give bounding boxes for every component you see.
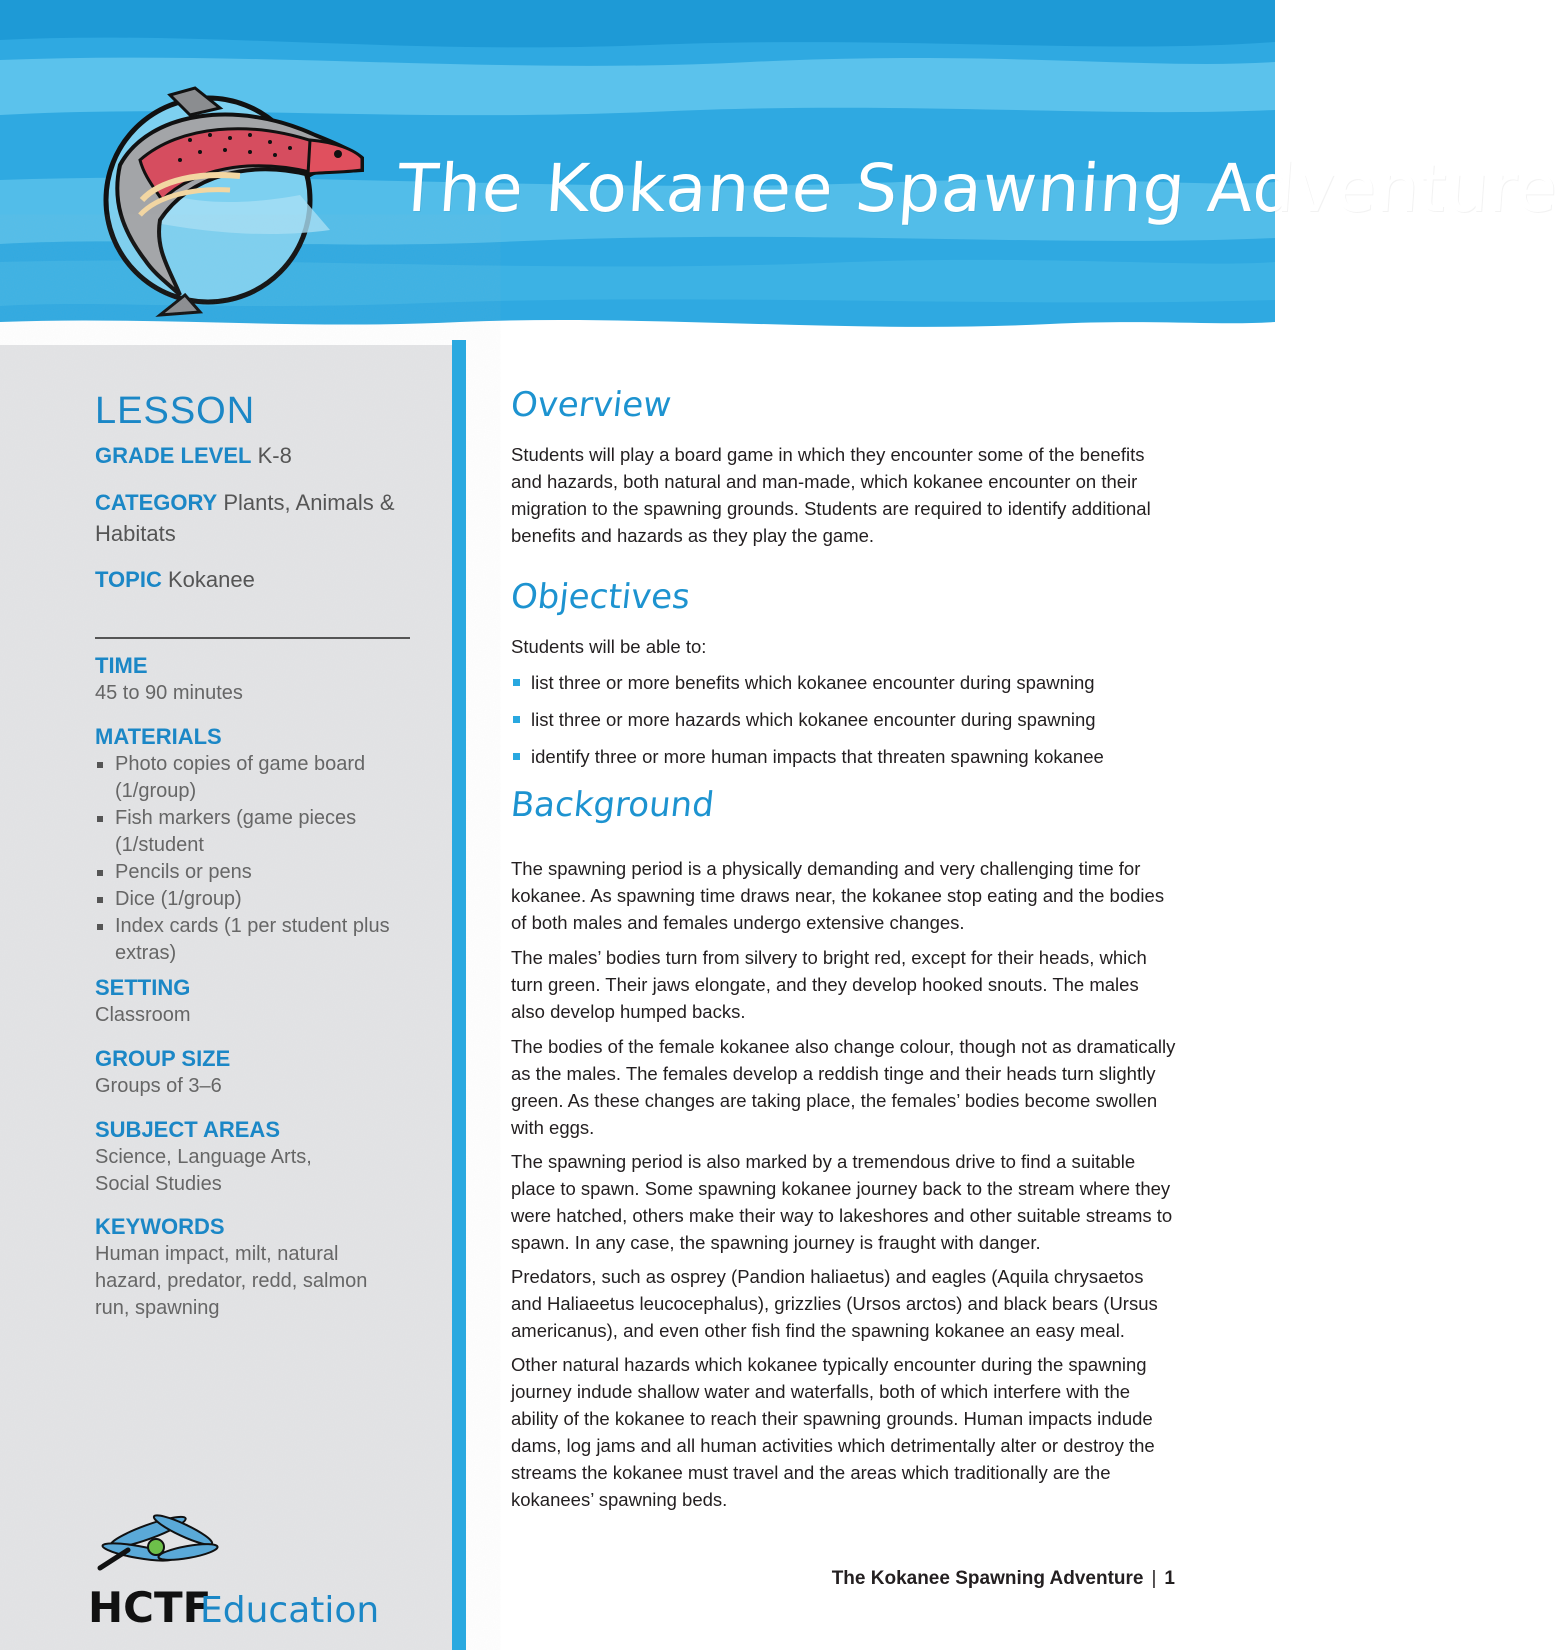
page-title: The Kokanee Spawning Adventure (395, 150, 1561, 227)
page-number: 1 (1164, 1568, 1175, 1589)
bullet-square-icon (513, 753, 520, 760)
bullet-square-icon (97, 816, 103, 822)
list-item: list three or more hazards which kokanee encounter during spawning (511, 706, 1176, 743)
keywords-value: Human impact, milt, natural hazard, predator, redd, salmon run, spawning (95, 1243, 368, 1319)
divider (95, 637, 410, 639)
bullet-square-icon (97, 924, 103, 930)
background-paragraph: The bodies of the female kokanee also change colour, though not as dramatically as the males. The females develop a reddish tinge and their heads turn slightly green. As these changes are taking place, the females’ bodies become swollen with eggs. (511, 1036, 1176, 1138)
group-size-label: GROUP SIZE (95, 1046, 231, 1071)
time-value: 45 to 90 minutes (95, 682, 243, 704)
keywords-label: KEYWORDS (95, 1214, 225, 1239)
background-paragraph: The males’ bodies turn from silvery to bright red, except for their heads, which turn green. Their jaws elongate, and they develop hooked snouts. The males also develop humped backs. (511, 947, 1147, 1022)
bullet-square-icon (97, 870, 103, 876)
list-item: list three or more benefits which kokanee encounter during spawning (511, 669, 1176, 706)
category (95, 487, 405, 549)
background-paragraph: Other natural hazards which kokanee typically encounter during the spawning journey indude shallow water and waterfalls, both of which interfere with the ability of the kokanee to reach their spawning grounds. Human impacts indude dams, log jams and all human activities which detrimentally alter or destroy the streams the kokanee must travel and the areas which traditionally are the kokanees’ spawning beds. (511, 1354, 1155, 1510)
list-item: Dice (1/group) (95, 886, 415, 913)
background-paragraph: The spawning period is also marked by a tremendous drive to find a suitable place to spawn. Some spawning kokanee journey back to the stream where they were hatched, others make their way to lakeshores and other suitable streams to spawn. In any case, the spawning journey is fraught with danger. (511, 1151, 1173, 1253)
group-size-section (95, 1045, 415, 1100)
subject-areas-value: Science, Language Arts, Social Studies (95, 1146, 312, 1195)
materials-label: MATERIALS (95, 724, 222, 749)
list-item: Photo copies of game board (1/group) (95, 751, 415, 805)
grade-level-label: GRADE LEVEL (95, 443, 252, 468)
list-item: Fish markers (game pieces (1/student (95, 805, 415, 859)
kokanee-fish-logo (100, 80, 370, 320)
objectives-heading: Objectives (508, 577, 693, 617)
setting-value: Classroom (95, 1004, 191, 1026)
category-value: Plants, Animals & Habitats (95, 490, 395, 546)
background-paragraph: The spawning period is a physically demanding and very challenging time for kokanee. As spawning time draws near, the kokanee stop eating and the bodies of both males and females undergo extensive changes. (511, 858, 1165, 933)
topic (95, 564, 255, 595)
topic-label: TOPIC (95, 567, 162, 592)
subject-areas-section (95, 1116, 335, 1198)
objectives-intro: Students will be able to: (511, 636, 707, 657)
group-size-value: Groups of 3–6 (95, 1075, 222, 1097)
objectives-list (511, 669, 1176, 780)
setting-section (95, 974, 415, 1029)
background-heading: Background (508, 785, 716, 825)
overview-text: Students will play a board game in which they encounter some of the benefits and hazards, both natural and man-made, which kokanee encounter on their migration to the spawning grounds. Students are required to identify additional benefits and hazards as they play the game. (511, 444, 1151, 546)
keywords-section (95, 1213, 375, 1322)
materials-section (95, 723, 415, 967)
logo-text-hctf: HCTF (88, 1583, 212, 1632)
materials-list (95, 751, 415, 967)
bullet-square-icon (97, 762, 103, 768)
logo-text-education: Education (200, 1590, 380, 1631)
list-item: Pencils or pens (95, 859, 415, 886)
bullet-square-icon (513, 716, 520, 723)
grade-level (95, 440, 292, 471)
sidebar-blue-edge (452, 340, 466, 1650)
grade-level-value: K-8 (257, 443, 292, 468)
dragonfly-icon (100, 1511, 219, 1568)
list-item: identify three or more human impacts that threaten spawning kokanee (511, 743, 1176, 780)
list-item: Index cards (1 per student plus extras) (95, 913, 415, 967)
time-label: TIME (95, 653, 148, 678)
page-footer (832, 1568, 1175, 1590)
setting-label: SETTING (95, 975, 191, 1000)
bullet-square-icon (513, 679, 520, 686)
subject-areas-label: SUBJECT AREAS (95, 1117, 280, 1142)
category-label: CATEGORY (95, 490, 218, 515)
lesson-label: LESSON (95, 390, 256, 432)
hctf-education-logo (88, 1510, 380, 1635)
overview-heading: Overview (508, 385, 674, 425)
topic-value: Kokanee (167, 567, 255, 592)
time-section (95, 652, 415, 707)
header-banner (0, 0, 1561, 345)
background-paragraph: Predators, such as osprey (Pandion haliaetus) and eagles (Aquila chrysaetos and Haliaeetus leucocephalus), grizzlies (Ursos arctos) and black bears (Ursus americanus), and even other fish find the spawning kokanee an easy meal. (511, 1266, 1158, 1341)
footer-title: The Kokanee Spawning Adventure (831, 1568, 1144, 1589)
footer-separator: | (1151, 1568, 1157, 1589)
bullet-square-icon (97, 897, 103, 903)
